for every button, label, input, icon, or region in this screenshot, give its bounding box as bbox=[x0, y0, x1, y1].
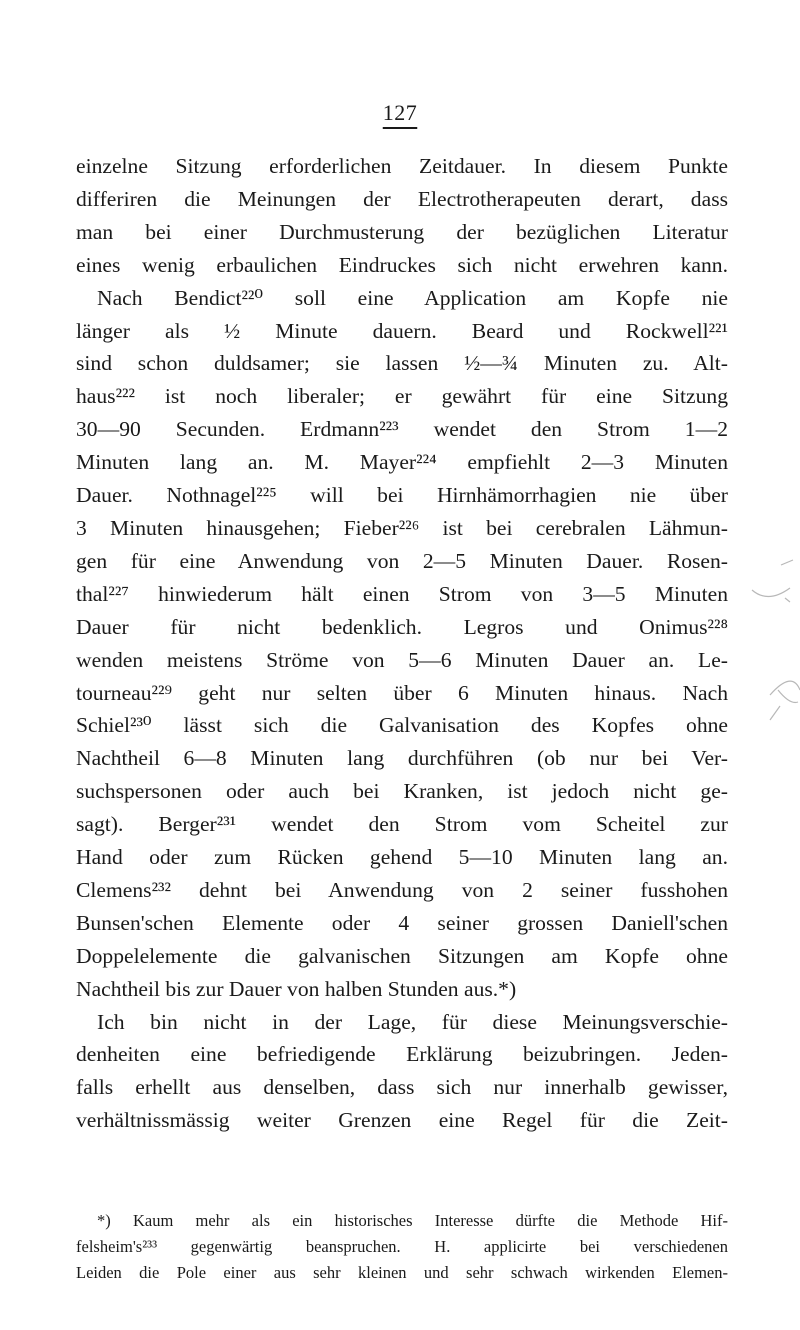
body-line: suchspersonen oder auch bei Kranken, ist jedoch nicht ge- bbox=[76, 779, 728, 804]
body-line: sind schon duldsamer; sie lassen ½—¾ Minuten zu. Alt- bbox=[76, 351, 728, 376]
footnote-line: Leiden die Pole einer aus sehr kleinen und sehr schwach wirkenden Elemen- bbox=[76, 1263, 728, 1282]
body-line: denheiten eine befriedigende Erklärung beizubringen. Jeden- bbox=[76, 1042, 728, 1067]
body-line: falls erhellt aus denselben, dass sich nur innerhalb gewisser, bbox=[76, 1075, 728, 1100]
body-line: thal²²⁷ hinwiederum hält einen Strom von 3—5 Minuten bbox=[76, 581, 728, 606]
body-line: Bunsen'schen Elemente oder 4 seiner grossen Daniell'schen bbox=[76, 910, 728, 935]
main-text bbox=[76, 150, 728, 1137]
body-line: Schiel²³⁰ lässt sich die Galvanisation des Kopfes ohne bbox=[76, 713, 728, 738]
footnote-line: *) Kaum mehr als ein historisches Interesse dürfte die Methode Hif- bbox=[97, 1211, 728, 1230]
body-line: einzelne Sitzung erforderlichen Zeitdauer. In diesem Punkte bbox=[76, 154, 728, 178]
body-line: 30—90 Secunden. Erdmann²²³ wendet den Strom 1—2 bbox=[76, 417, 728, 442]
body-line: Hand oder zum Rücken gehend 5—10 Minuten lang an. bbox=[76, 845, 728, 870]
body-line: haus²²² ist noch liberaler; er gewährt für eine Sitzung bbox=[76, 384, 728, 409]
body-line: 3 Minuten hinausgehen; Fieber²²⁶ ist bei cerebralen Lähmun- bbox=[76, 515, 728, 540]
body-line: Nach Bendict²²⁰ soll eine Application am Kopfe nie bbox=[97, 285, 728, 310]
body-line: Nachtheil 6—8 Minuten lang durchführen (ob nur bei Ver- bbox=[76, 746, 728, 771]
body-line: Dauer. Nothnagel²²⁵ will bei Hirnhämorrhagien nie über bbox=[76, 483, 728, 508]
body-line: Nachtheil bis zur Dauer von halben Stunden aus.*) bbox=[76, 976, 517, 1001]
body-line: sagt). Berger²³¹ wendet den Strom vom Scheitel zur bbox=[76, 812, 728, 837]
body-line: eines wenig erbaulichen Eindruckes sich nicht erwehren kann. bbox=[76, 252, 728, 277]
body-line: gen für eine Anwendung von 2—5 Minuten Dauer. Rosen- bbox=[76, 548, 728, 573]
body-line: Doppelelemente die galvanischen Sitzungen am Kopfe ohne bbox=[76, 943, 728, 968]
body-line: Minuten lang an. M. Mayer²²⁴ empfiehlt 2—3 Minuten bbox=[76, 450, 728, 475]
body-line: tourneau²²⁹ geht nur selten über 6 Minuten hinaus. Nach bbox=[76, 680, 728, 705]
page-number: 127 bbox=[382, 100, 418, 125]
body-line: Clemens²³² dehnt bei Anwendung von 2 seiner fusshohen bbox=[76, 877, 728, 902]
footnote bbox=[76, 1208, 728, 1286]
body-line: Ich bin nicht in der Lage, für diese Meinungsverschie- bbox=[97, 1009, 728, 1034]
body-line: Dauer für nicht bedenklich. Legros und Onimus²²⁸ bbox=[76, 614, 728, 639]
footnote-line: felsheim's²³³ gegenwärtig beanspruchen. H. applicirte bei verschiedenen bbox=[76, 1237, 728, 1256]
body-line: länger als ½ Minute dauern. Beard und Rockwell²²¹ bbox=[76, 318, 728, 343]
body-line: wenden meistens Ströme von 5—6 Minuten Dauer an. Le- bbox=[76, 647, 728, 672]
body-line: verhältnissmässig weiter Grenzen eine Regel für die Zeit- bbox=[76, 1108, 728, 1133]
body-line: man bei einer Durchmusterung der bezüglichen Literatur bbox=[76, 219, 728, 244]
body-line: differiren die Meinungen der Electrotherapeuten derart, dass bbox=[76, 186, 728, 211]
